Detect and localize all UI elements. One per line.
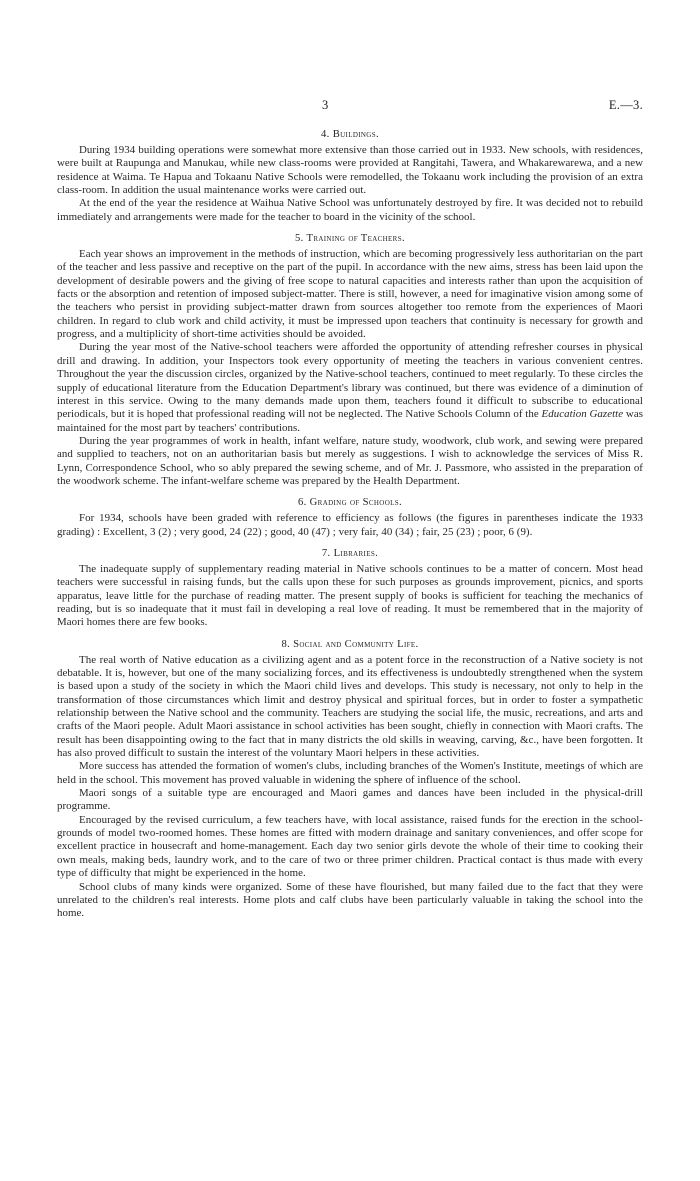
paragraph: The inadequate supply of supplementary reading material in Native schools continues to be a matter of concern. Most head teachers were successful in raising funds, but the calls upon these for such purposes as grounds improvement, picnics, and sports apparatus, leave little for the purchase of reading matter. The present supply of books is sufficient for teaching the mechanics of reading, but is so inadequate that it must fail in developing a real love of reading. It must be remembered that in the majority of Maori homes there are few books. bbox=[57, 562, 643, 629]
publication-title: Education Gazette bbox=[541, 408, 624, 421]
paragraph: School clubs of many kinds were organized. Some of these have flourished, but many failed due to the fact that they were unrelated to the children's real interests. Home plots and calf clubs have been particularly valuable in taking the school into the home. bbox=[57, 880, 643, 920]
paragraph: At the end of the year the residence at Waihua Native School was unfortunately destroyed by fire. It was decided not to rebuild immediately and arrangements were made for the teacher to board in the vicinity of the school. bbox=[57, 197, 643, 223]
paragraph: Encouraged by the revised curriculum, a few teachers have, with local assistance, raised funds for the erection in the school-grounds of model two-roomed homes. These homes are fitted with modern drainage and sanitary conveniences, and offer scope for excellent practice in housecraft and home-management. Each day two senior girls devote the whole of their time to cooking their own meals, making beds, laundry work, and to the care of two or three primer children. Practical contact is thus made with every type of difficulty that might be experienced in the home. bbox=[57, 813, 643, 880]
page-content bbox=[57, 98, 643, 921]
section-number: 4. bbox=[321, 129, 330, 140]
paragraph: The real worth of Native education as a civilizing agent and as a potent force in the reconstruction of a Native society is not debatable. It is, however, but one of the many socializing forces, and its effectiveness is undoubtedly strengthened when the system is based upon a study of the society in which the Maori child lives and develops. This study is necessary, not only to help in the transformation of those circumstances which limit and destroy physical and spiritual forces, but in order to foster a sympathetic relationship between the Native school and the community. Teachers are studying the social life, the music, recreations, and arts and crafts of the Maori people. Adult Maori assistance in school activities has been sought, chiefly in connection with Maori crafts. The result has been disappointing owing to the fact that in many districts the old skills in weaving, carving, &c., have been forgotten. It has also proved difficult to sustain the interest of the voluntary Maori helpers in these activities. bbox=[57, 653, 643, 760]
paragraph: More success has attended the formation of women's clubs, including branches of the Women's Institute, meetings of which are held in the school. This movement has proved valuable in widening the sphere of influence of the school. bbox=[57, 760, 643, 786]
section-number: 8. bbox=[281, 638, 291, 650]
section-title: Grading of Schools. bbox=[309, 497, 402, 509]
paragraph: Each year shows an improvement in the methods of instruction, which are becoming progressively less authoritarian on the part of the teacher and less passive and receptive on the part of the pupil. In accordance with the new aims, stress has been laid upon the development of desirable powers and the giving of free scope to natural capacities and interests rather than upon the acquisition of facts or the absorption and retention of imposed subject-matter. There is still, however, a need for imaginative vision among some of the teachers who persist in providing subject-matter drawn from sources altogether too remote from the experiences of Maori children. In regard to club work and child activity, it must be impressed upon teachers that continuity is necessary for growth and progress, and a multiplicity of short-time activities should be avoided. bbox=[57, 248, 643, 341]
section-number: 5. bbox=[295, 233, 304, 245]
paragraph: Maori songs of a suitable type are encouraged and Maori games and dances have been included in the physical-drill programme. bbox=[57, 787, 643, 813]
section-title: Training of Teachers. bbox=[306, 233, 405, 245]
paragraph: During 1934 building operations were somewhat more extensive than those carried out in 1933. New schools, with residences, were built at Raupunga and Manukau, while new class-rooms were provided at Rangitahi, Tawera, and Whakarewarewa, and a new residence at Waima. Te Hapua and Tokaanu Native Schools were remodelled, the Tokaanu work including the provision of an extra class-room. In addition the usual maintenance works were carried out. bbox=[57, 144, 643, 197]
section-heading-social-and-community-life bbox=[57, 639, 643, 650]
section-heading-buildings bbox=[57, 129, 643, 140]
paragraph: For 1934, schools have been graded with reference to efficiency as follows (the figures in parentheses indicate the 1933 grading) : Excellent, 3 (2) ; very good, 24 (22) ; good, 40 (47) ; very fair, 40 (34) ; fair, 25 (23) ; poor, 6 (9). bbox=[57, 512, 643, 538]
section-title: Buildings. bbox=[332, 129, 379, 140]
section-title: Social and Community Life. bbox=[293, 638, 419, 650]
section-heading-libraries bbox=[57, 548, 643, 559]
section-number: 6. bbox=[298, 497, 307, 509]
page-number: 3 bbox=[322, 98, 329, 112]
section-number: 7. bbox=[321, 547, 331, 559]
section-heading-grading-of-schools bbox=[57, 497, 643, 508]
section-heading-training-of-teachers bbox=[57, 233, 643, 244]
section-title: Libraries. bbox=[333, 547, 379, 559]
document-code: E.—3. bbox=[608, 98, 643, 112]
page-header bbox=[57, 98, 643, 118]
paragraph: During the year programmes of work in health, infant welfare, nature study, woodwork, club work, and sewing were prepared and supplied to teachers, not on an authoritarian basis but merely as suggestions. I wish to acknowledge the services of Miss R. Lynn, Correspondence School, who so ably prepared the sewing scheme, and of Mr. J. Passmore, who assisted in the preparation of the woodwork scheme. The infant-welfare scheme was prepared by the Health Department. bbox=[57, 434, 643, 487]
paragraph: During the year most of the Native-school teachers were afforded the opportunity of attending refresher courses in physical drill and drawing. In addition, your Inspectors took every opportunity of meeting the teachers in various convenient centres. Throughout the year the discussion circles, organized by the Native-school teachers, continued to meet regularly. To these circles the supply of educational literature from the Education Department's library was continued, but there was evidence of a diminution of interest in this service. Owing to the many demands made upon them, teachers found it difficult to subscribe to educational periodicals, but it is hoped that professional reading will not be neglected. The Native Schools Column of the Education Gazette was maintained for the most part by teachers' contributions. bbox=[57, 341, 643, 434]
